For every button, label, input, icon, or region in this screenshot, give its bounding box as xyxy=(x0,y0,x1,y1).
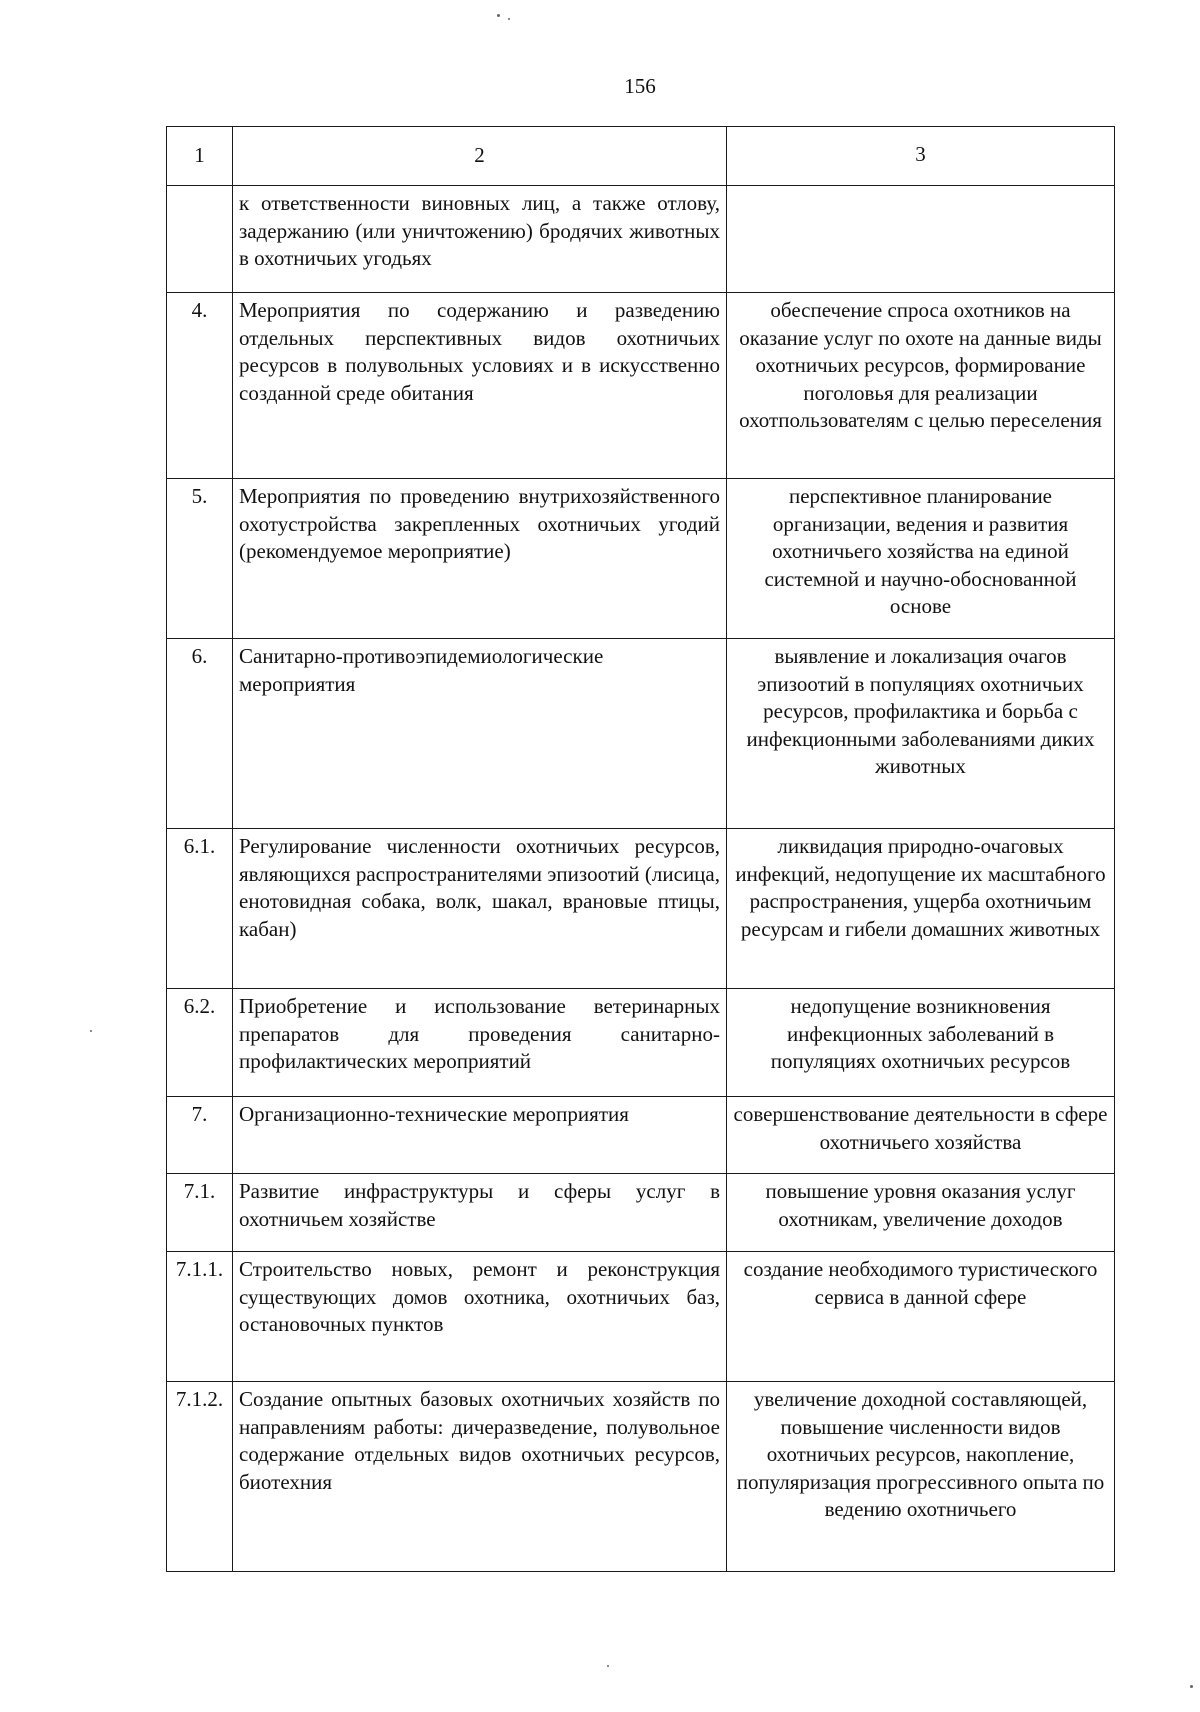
row-number: 7.1.1. xyxy=(167,1252,233,1382)
row-number: 7.1.2. xyxy=(167,1382,233,1572)
row-result: обеспечение спроса охотников на оказание услуг по охоте на данные виды охотничьих ресурсов, формирование поголовья для реализации охотпользователям с целью переселения xyxy=(727,293,1115,479)
row-measure: Мероприятия по проведению внутрихозяйственного охотустройства закрепленных охотничьих угодий (рекомендуемое мероприятие) xyxy=(233,479,727,639)
row-result: создание необходимого туристического сервиса в данной сфере xyxy=(727,1252,1115,1382)
table-row xyxy=(167,293,1115,479)
header-col-3: 3 xyxy=(727,127,1115,186)
scan-speck xyxy=(497,14,500,17)
row-measure: Развитие инфраструктуры и сферы услуг в охотничьем хозяйстве xyxy=(233,1174,727,1252)
row-number: 7.1. xyxy=(167,1174,233,1252)
table-row xyxy=(167,829,1115,989)
row-result: увеличение доходной составляющей, повышение численности видов охотничьих ресурсов, накопление, популяризация прогрессивного опыта по ведению охотничьего xyxy=(727,1382,1115,1572)
row-measure: Мероприятия по содержанию и разведению отдельных перспективных видов охотничьих ресурсов в полувольных условиях и в искусственно созданной среде обитания xyxy=(233,293,727,479)
table-row xyxy=(167,1097,1115,1174)
row-result: недопущение возникновения инфекционных заболеваний в популяциях охотничьих ресурсов xyxy=(727,989,1115,1097)
row-measure: Приобретение и использование ветеринарных препаратов для проведения санитарно-профилактических мероприятий xyxy=(233,989,727,1097)
table-row xyxy=(167,186,1115,293)
table-row xyxy=(167,989,1115,1097)
scan-speck xyxy=(1190,1685,1193,1688)
table-row xyxy=(167,479,1115,639)
row-result xyxy=(727,186,1115,293)
page-number: 156 xyxy=(624,74,656,98)
row-number: 4. xyxy=(167,293,233,479)
row-number: 6. xyxy=(167,639,233,829)
table-header-row xyxy=(167,127,1115,186)
row-number: 6.2. xyxy=(167,989,233,1097)
scan-speck xyxy=(607,1665,609,1667)
row-measure: Санитарно-противоэпидемиологические мероприятия xyxy=(233,639,727,829)
header-col-1: 1 xyxy=(167,127,233,186)
row-measure: Создание опытных базовых охотничьих хозяйств по направлениям работы: дичеразведение, полувольное содержание отдельных видов охотничьих ресурсов, биотехния xyxy=(233,1382,727,1572)
row-result: ликвидация природно-очаговых инфекций, недопущение их масштабного распространения, ущерба охотничьим ресурсам и гибели домашних животных xyxy=(727,829,1115,989)
row-measure: к ответственности виновных лиц, а также отлову, задержанию (или уничтожению) бродячих животных в охотничьих угодьях xyxy=(233,186,727,293)
row-measure: Организационно-технические мероприятия xyxy=(233,1097,727,1174)
scan-speck xyxy=(508,18,510,20)
row-result: перспективное планирование организации, ведения и развития охотничьего хозяйства на единой системной и научно-обоснованной основе xyxy=(727,479,1115,639)
header-col-2: 2 xyxy=(233,127,727,186)
row-measure: Регулирование численности охотничьих ресурсов, являющихся распространителями эпизоотий (лисица, енотовидная собака, волк, шакал, врановые птицы, кабан) xyxy=(233,829,727,989)
row-result: повышение уровня оказания услуг охотникам, увеличение доходов xyxy=(727,1174,1115,1252)
table-row xyxy=(167,1382,1115,1572)
row-result: совершенствование деятельности в сфере охотничьего хозяйства xyxy=(727,1097,1115,1174)
row-number xyxy=(167,186,233,293)
row-number: 5. xyxy=(167,479,233,639)
table-row xyxy=(167,1252,1115,1382)
table-row xyxy=(167,1174,1115,1252)
row-measure: Строительство новых, ремонт и реконструкция существующих домов охотника, охотничьих баз, остановочных пунктов xyxy=(233,1252,727,1382)
row-number: 7. xyxy=(167,1097,233,1174)
row-number: 6.1. xyxy=(167,829,233,989)
row-result: выявление и локализация очагов эпизоотий в популяциях охотничьих ресурсов, профилактика и борьба с инфекционными заболеваниями диких животных xyxy=(727,639,1115,829)
measures-table xyxy=(166,126,1115,1572)
scan-speck xyxy=(90,1030,92,1032)
table-row xyxy=(167,639,1115,829)
